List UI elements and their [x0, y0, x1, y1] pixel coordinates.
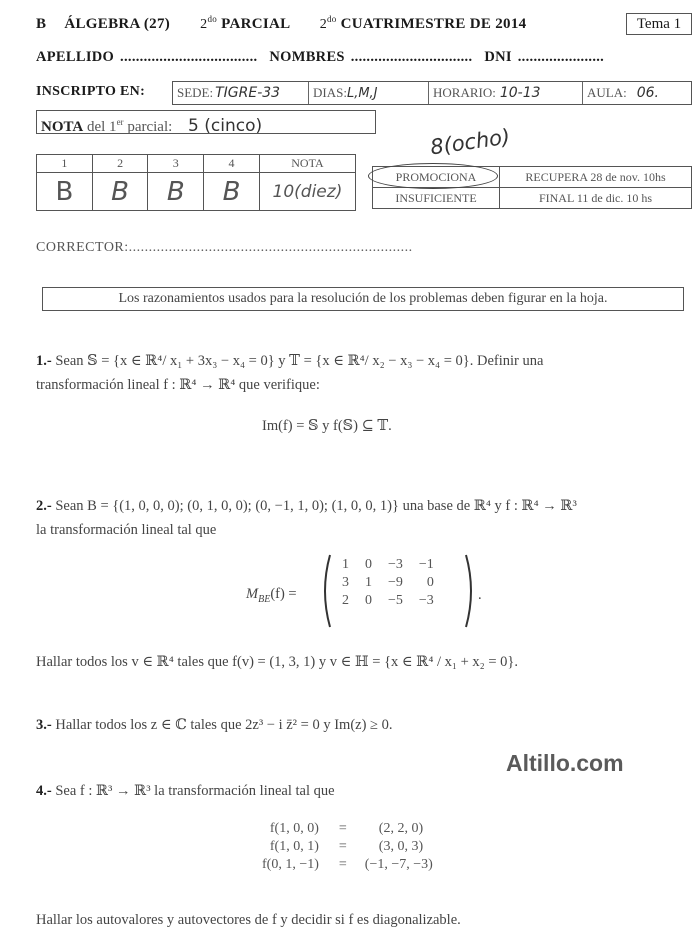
course-name: ÁLGEBRA (27) — [64, 16, 171, 32]
eq-rhs: (−1, −7, −3) — [364, 857, 433, 872]
matrix-cell: −9 — [388, 575, 403, 590]
nota-label-rest: del 1 — [86, 119, 117, 135]
apellido-field[interactable]: APELLIDO ................................... — [36, 49, 258, 65]
cuatri-word: CUATRIMESTRE DE 2014 — [340, 16, 527, 32]
sede-label: SEDE: — [177, 85, 214, 100]
eq-sign: = — [338, 839, 347, 854]
nombres-field[interactable]: NOMBRES ............................... — [269, 49, 473, 65]
matrix-label-letter: M — [246, 586, 259, 602]
inscripto-label: INSCRIPTO EN: — [36, 84, 146, 99]
matrix-cell: 0 — [365, 593, 372, 608]
grade-header: 4 — [204, 155, 260, 173]
sede-value: TIGRE-33 — [215, 85, 281, 101]
eq-lhs: f(1, 0, 0) — [269, 821, 319, 836]
instructions-notice: Los razonamientos usados para la resolución de los problemas deben figurar en la hoja. — [42, 287, 684, 311]
matrix-cell: −3 — [388, 557, 403, 572]
problem-1 — [36, 349, 696, 397]
nota-label-end: parcial: — [127, 119, 173, 135]
horario-value: 10-13 — [499, 85, 541, 101]
matrix-cell: 1 — [342, 557, 349, 572]
matrix-cell: 1 — [365, 575, 372, 590]
problem-3-text: Hallar todos los z ∈ ℂ tales que 2z³ − i z̄² = 0 y Im(z) ≥ 0. — [55, 717, 393, 733]
cuatri-number: 2 — [319, 17, 327, 32]
grade-header: NOTA — [259, 155, 355, 173]
nota-label-sup: er — [116, 117, 124, 127]
dni-field[interactable]: DNI ...................... — [484, 49, 605, 65]
promociona-cell: PROMOCIONA — [373, 167, 500, 188]
aula-label: AULA: — [587, 85, 627, 100]
parcial-word: PARCIAL — [221, 16, 290, 32]
horario-cell — [429, 82, 583, 104]
eq-sign: = — [338, 821, 347, 836]
matrix — [318, 551, 480, 631]
grade-value: B — [204, 173, 260, 211]
dias-value: L,M,J — [346, 85, 378, 101]
problem-2 — [36, 494, 696, 542]
promociona-circle — [368, 163, 498, 189]
problem-3 — [36, 713, 696, 737]
matrix-cell: 2 — [342, 593, 349, 608]
matrix-cell: −3 — [418, 593, 434, 608]
nota-primer-value: 5 (cinco) — [188, 116, 263, 136]
matrix-label — [246, 582, 297, 612]
dias-cell — [309, 82, 429, 104]
matrix-cell: 3 — [342, 575, 349, 590]
problem-1-line2: transformación lineal f : ℝ⁴ → ℝ⁴ que verifique: — [36, 377, 320, 393]
grade-value: B — [92, 173, 148, 211]
matrix-cell: 0 — [365, 557, 372, 572]
problem-4-line1: Sea f : ℝ³ → ℝ³ la transformación lineal tal que — [55, 783, 335, 799]
problem-number: 2.- — [36, 498, 52, 514]
grade-total: 10(diez) — [259, 173, 355, 211]
grade-header: 3 — [148, 155, 204, 173]
student-fields — [36, 49, 604, 66]
eq-sign: = — [338, 857, 347, 872]
watermark: Altillo.com — [506, 750, 624, 776]
eq-rhs: (2, 2, 0) — [378, 821, 424, 836]
nota-primer-box — [36, 110, 376, 134]
problem-2-line2: la transformación lineal tal que — [36, 522, 217, 538]
problem-1-condition: Im(f) = 𝕊 y f(𝕊) ⊆ 𝕋. — [262, 418, 392, 434]
recupera-cell: RECUPERA 28 de nov. 10hs — [500, 167, 692, 188]
aula-value: 06. — [636, 85, 659, 101]
tema-box: Tema 1 — [626, 13, 692, 35]
grades-table — [36, 154, 356, 211]
problem-4-equations — [256, 820, 439, 874]
matrix-cell: 0 — [426, 575, 434, 590]
matrix-body — [334, 556, 442, 610]
problem-1-line1: Sean 𝕊 = {x ∈ ℝ⁴/ x₁ + 3x₃ − x₄ = 0} y 𝕋 = {x ∈ ℝ⁴/ x₂ − x₃ − x₄ = 0}. Definir una — [55, 353, 544, 369]
matrix-label-sub: BE — [258, 593, 271, 605]
problem-number: 1.- — [36, 353, 52, 369]
matrix-label-arg: (f) = — [270, 586, 297, 602]
dias-label: DIAS: — [313, 85, 347, 100]
exam-variant: B — [36, 16, 47, 32]
parcial-sup: do — [207, 14, 218, 24]
problem-4 — [36, 779, 696, 803]
eq-rhs: (3, 0, 3) — [378, 839, 424, 854]
matrix-cell: −1 — [418, 557, 434, 572]
final-cell: FINAL 11 de dic. 10 hs — [500, 188, 692, 209]
grade-header: 2 — [92, 155, 148, 173]
grade-value: B — [148, 173, 204, 211]
sede-cell — [173, 82, 309, 104]
problem-4-line2: Hallar los autovalores y autovectores de f y decidir si f es diagonalizable. — [36, 912, 461, 928]
corrector-field[interactable]: CORRECTOR:....................................................................... — [36, 240, 413, 255]
nota-label: NOTA — [41, 119, 84, 135]
problem-number: 4.- — [36, 783, 52, 799]
parcial-number: 2 — [200, 17, 208, 32]
eq-lhs: f(1, 0, 1) — [269, 839, 319, 854]
insuficiente-cell: INSUFICIENTE — [373, 188, 500, 209]
grade-value: B — [37, 173, 93, 211]
matrix-period: . — [478, 587, 482, 603]
aula-cell — [583, 82, 691, 104]
exam-header — [36, 14, 526, 33]
horario-label: HORARIO: — [433, 85, 496, 100]
problem-2-line3: Hallar todos los v ∈ ℝ⁴ tales que f(v) = (1, 3, 1) y v ∈ ℍ = {x ∈ ℝ⁴ / x₁ + x₂ = 0}. — [36, 654, 518, 670]
handwritten-final-grade: 8(ocho) — [428, 124, 512, 160]
problem-2-line1: Sean B = {(1, 0, 0, 0); (0, 1, 0, 0); (0, −1, 1, 0); (1, 0, 0, 1)} una base de ℝ⁴ y f : ℝ⁴ → ℝ³ — [55, 498, 577, 514]
grade-header: 1 — [37, 155, 93, 173]
matrix-cell: −5 — [388, 593, 403, 608]
inscripto-box — [172, 81, 692, 105]
problem-number: 3.- — [36, 717, 52, 733]
eq-lhs: f(0, 1, −1) — [262, 857, 319, 872]
cuatri-sup: do — [327, 14, 337, 24]
